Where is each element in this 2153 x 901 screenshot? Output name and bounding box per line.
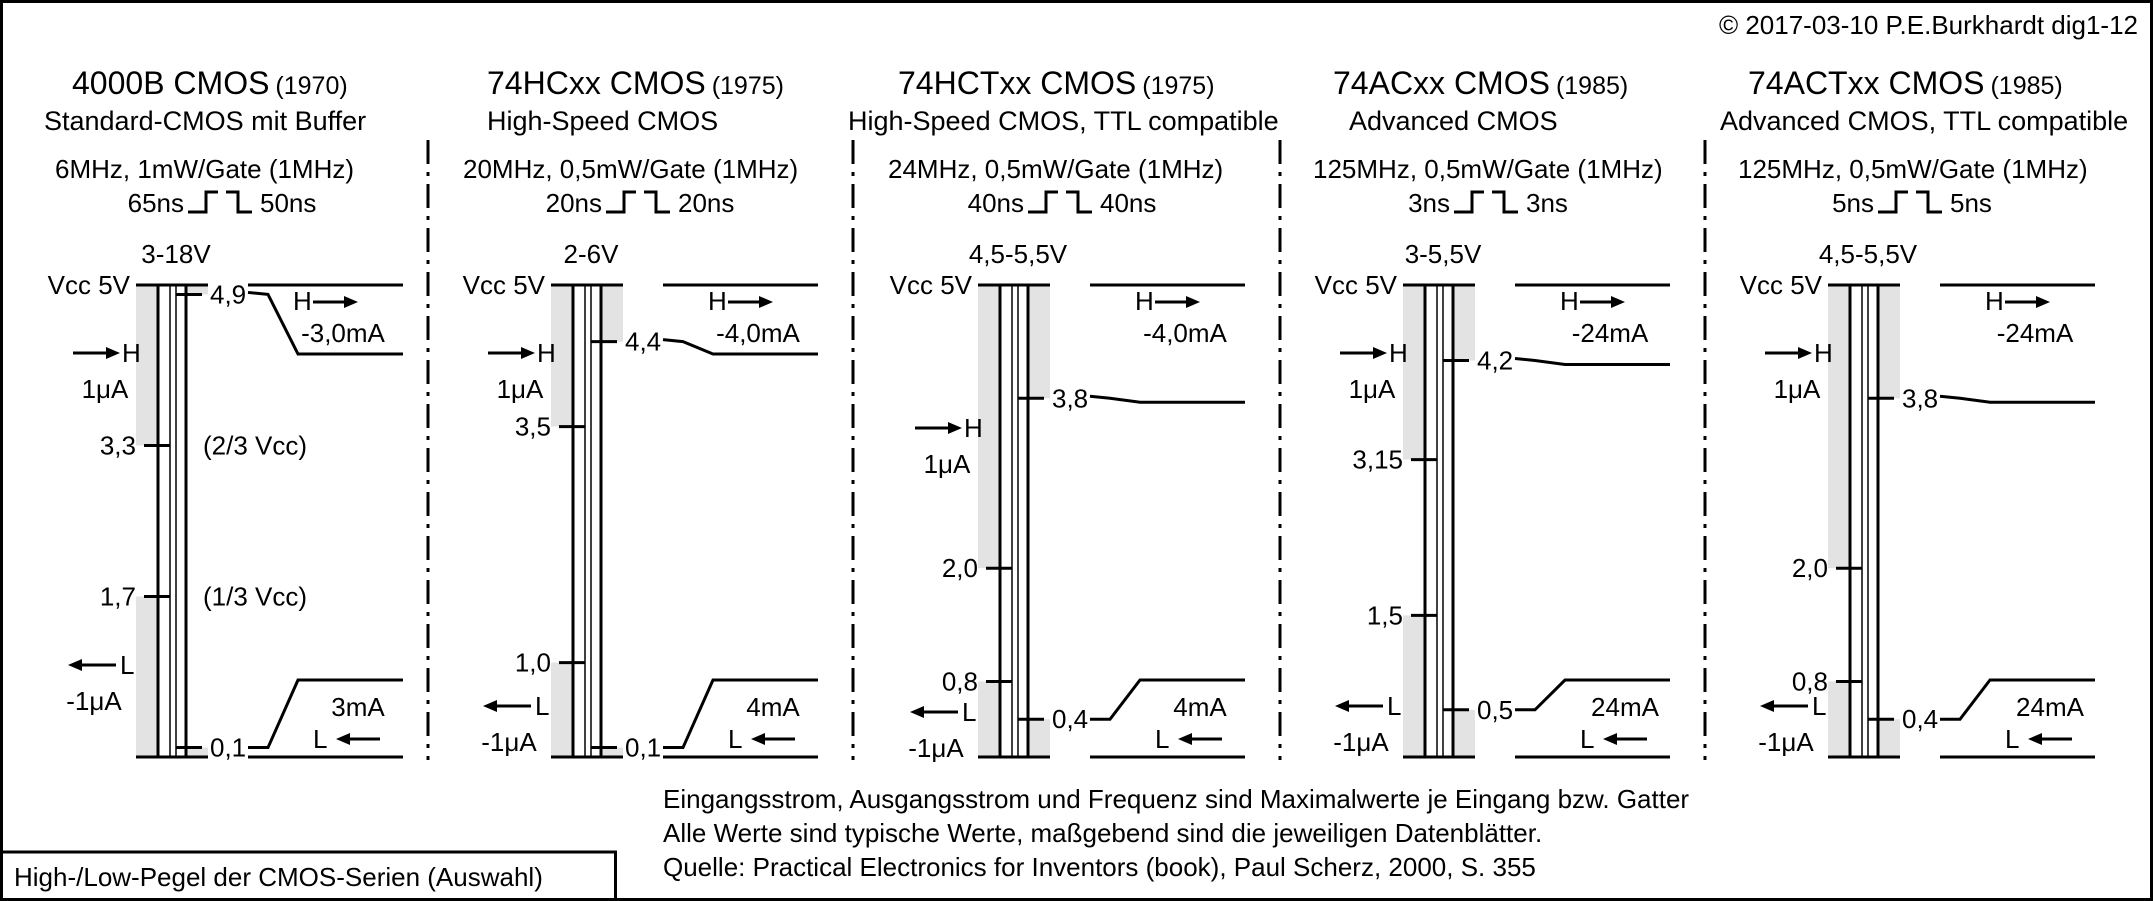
- family-subtitle: High-Speed CMOS, TTL compatible: [848, 106, 1279, 136]
- output-high-transition: [1940, 396, 2095, 402]
- family-spec: 6MHz, 1mW/Gate (1MHz): [55, 154, 355, 184]
- output-high-current: -24mA: [1571, 318, 1649, 348]
- input-level-value: 0,8: [1791, 666, 1828, 697]
- arrowhead-right-icon: [759, 296, 773, 308]
- arrowhead-left-icon: [910, 706, 924, 718]
- family-subtitle: Advanced CMOS: [1349, 106, 1558, 136]
- input-high-current: 1μA: [81, 374, 129, 404]
- arrowhead-left-icon: [1335, 700, 1349, 712]
- family-title: [1748, 65, 2063, 101]
- family-title: [487, 65, 784, 101]
- input-level-value: 3,15: [1352, 444, 1403, 475]
- output-low-current: 4mA: [1173, 692, 1227, 722]
- family-subtitle: Advanced CMOS, TTL compatible: [1720, 106, 2129, 136]
- family-title: [72, 65, 348, 101]
- output-level-value: 4,2: [1477, 345, 1514, 376]
- output-high-current: -4,0mA: [716, 318, 800, 348]
- output-high-letter: H: [293, 286, 312, 316]
- family-title: [898, 65, 1215, 101]
- note-2: Alle Werte sind typische Werte, maßgebend sind die jeweiligen Datenblätter.: [663, 818, 1543, 848]
- arrowhead-right-icon: [1611, 296, 1625, 308]
- family-year: (1970): [275, 72, 348, 100]
- output-high-letter: H: [1985, 286, 2004, 316]
- falling-edge-icon: [1916, 192, 1942, 212]
- supply-range: 4,5-5,5V: [1818, 239, 1918, 269]
- column-separators: [428, 140, 1705, 760]
- input-level-value: 1,7: [99, 581, 136, 612]
- fall-time: 40ns: [1100, 188, 1157, 218]
- input-level-note: (1/3 Vcc): [203, 581, 308, 612]
- input-level-note: (2/3 Vcc): [203, 430, 308, 461]
- input-low-band: [1403, 615, 1425, 757]
- input-high-letter: H: [964, 413, 983, 443]
- family-name: 74ACTxx CMOS: [1748, 65, 1985, 101]
- arrowhead-right-icon: [1373, 347, 1387, 359]
- input-high-band: [1828, 285, 1850, 568]
- input-level-value: 1,0: [514, 647, 551, 678]
- rising-edge-icon: [188, 192, 218, 212]
- output-high-letter: H: [708, 286, 727, 316]
- input-low-current: -1μA: [481, 727, 537, 757]
- supply-range: 2-6V: [563, 239, 619, 269]
- output-level-value: 0,4: [1902, 704, 1939, 735]
- rising-edge-icon: [1454, 192, 1484, 212]
- supply-range: 3-5,5V: [1404, 239, 1482, 269]
- arrowhead-left-icon: [1603, 733, 1617, 745]
- output-high-band: [601, 285, 623, 342]
- output-low-band: [1453, 710, 1475, 757]
- family-column: [1720, 65, 2128, 757]
- output-low-letter: L: [728, 724, 743, 754]
- output-low-letter: L: [1155, 724, 1170, 754]
- arrowhead-left-icon: [751, 733, 765, 745]
- level-bar-fill: [1425, 285, 1453, 757]
- arrowhead-right-icon: [1186, 296, 1200, 308]
- input-low-current: -1μA: [1333, 727, 1389, 757]
- arrowhead-right-icon: [1798, 347, 1812, 359]
- output-level-value: 3,8: [1902, 383, 1939, 414]
- output-low-current: 24mA: [2016, 692, 2084, 722]
- output-high-letter: H: [1135, 286, 1154, 316]
- falling-edge-icon: [1492, 192, 1518, 212]
- input-level-value: 2,0: [941, 553, 978, 584]
- vcc-label: Vcc 5V: [47, 270, 130, 300]
- output-level-value: 0,4: [1052, 704, 1089, 735]
- family-name: 74HCTxx CMOS: [898, 65, 1137, 101]
- arrowhead-right-icon: [106, 347, 120, 359]
- family-title: [1333, 65, 1628, 101]
- caption: High-/Low-Pegel der CMOS-Serien (Auswahl): [14, 862, 543, 892]
- output-level-value: 0,5: [1477, 694, 1514, 725]
- family-year: (1985): [1555, 72, 1629, 100]
- arrowhead-left-icon: [483, 700, 497, 712]
- fall-time: 5ns: [1950, 188, 1992, 218]
- family-column: [44, 65, 403, 763]
- arrowhead-right-icon: [521, 347, 535, 359]
- output-low-current: 24mA: [1591, 692, 1659, 722]
- output-high-current: -24mA: [1996, 318, 2074, 348]
- rise-time: 65ns: [127, 188, 184, 218]
- output-level-value: 4,9: [210, 279, 247, 310]
- output-low-band: [1878, 719, 1900, 757]
- rising-edge-icon: [1028, 192, 1058, 212]
- arrowhead-left-icon: [2028, 733, 2042, 745]
- input-low-letter: L: [962, 697, 977, 727]
- supply-range: 4,5-5,5V: [968, 239, 1068, 269]
- fall-time: 20ns: [678, 188, 735, 218]
- input-low-current: -1μA: [908, 733, 964, 763]
- vcc-label: Vcc 5V: [1739, 270, 1822, 300]
- input-low-current: -1μA: [1758, 727, 1814, 757]
- input-level-value: 2,0: [1791, 553, 1828, 584]
- rise-time: 40ns: [967, 188, 1024, 218]
- rising-edge-icon: [606, 192, 636, 212]
- output-low-band: [1028, 719, 1050, 757]
- falling-edge-icon: [644, 192, 670, 212]
- input-high-band: [1403, 285, 1425, 460]
- output-high-letter: H: [1560, 286, 1579, 316]
- input-low-band: [1828, 681, 1850, 757]
- rise-time: 20ns: [545, 188, 602, 218]
- arrowhead-left-icon: [68, 659, 82, 671]
- input-low-letter: L: [1812, 691, 1827, 721]
- arrowhead-right-icon: [948, 422, 962, 434]
- vcc-label: Vcc 5V: [1314, 270, 1397, 300]
- level-bar-fill: [1000, 285, 1028, 757]
- family-column: [1313, 65, 1670, 757]
- arrowhead-right-icon: [2036, 296, 2050, 308]
- output-low-letter: L: [313, 724, 328, 754]
- level-bar-fill: [1850, 285, 1878, 757]
- note-3: Quelle: Practical Electronics for Inventors (book), Paul Scherz, 2000, S. 355: [663, 852, 1536, 882]
- input-low-band: [551, 663, 573, 757]
- output-level-value: 3,8: [1052, 383, 1089, 414]
- input-high-current: 1μA: [496, 374, 544, 404]
- rising-edge-icon: [1878, 192, 1908, 212]
- input-level-value: 3,5: [514, 411, 551, 442]
- arrowhead-left-icon: [336, 733, 350, 745]
- family-column: [463, 65, 818, 763]
- family-subtitle: High-Speed CMOS: [487, 106, 719, 136]
- arrowhead-left-icon: [1178, 733, 1192, 745]
- output-level-value: 0,1: [625, 732, 662, 763]
- output-low-current: 4mA: [746, 692, 800, 722]
- input-high-letter: H: [122, 338, 141, 368]
- input-low-current: -1μA: [66, 686, 122, 716]
- family-year: (1985): [1990, 72, 2063, 100]
- rise-time: 3ns: [1408, 188, 1450, 218]
- family-spec: 24MHz, 0,5mW/Gate (1MHz): [888, 154, 1224, 184]
- input-low-letter: L: [1387, 691, 1402, 721]
- output-low-current: 3mA: [331, 692, 385, 722]
- output-low-letter: L: [2005, 724, 2020, 754]
- arrowhead-left-icon: [1760, 700, 1774, 712]
- family-spec: 125MHz, 0,5mW/Gate (1MHz): [1313, 154, 1663, 184]
- output-high-band: [1453, 285, 1475, 361]
- family-name: 74HCxx CMOS: [487, 65, 706, 101]
- vcc-label: Vcc 5V: [889, 270, 972, 300]
- copyright: © 2017-03-10 P.E.Burkhardt dig1-12: [1718, 10, 2138, 40]
- input-high-letter: H: [1389, 338, 1408, 368]
- input-high-letter: H: [1814, 338, 1833, 368]
- output-level-value: 0,1: [210, 732, 247, 763]
- family-columns: [44, 65, 2128, 763]
- output-high-band: [1878, 285, 1900, 398]
- input-high-current: 1μA: [1348, 374, 1396, 404]
- rise-time: 5ns: [1832, 188, 1874, 218]
- arrowhead-right-icon: [344, 296, 358, 308]
- family-spec: 20MHz, 0,5mW/Gate (1MHz): [463, 154, 799, 184]
- output-high-current: -3,0mA: [301, 318, 385, 348]
- output-high-current: -4,0mA: [1143, 318, 1227, 348]
- note-1: Eingangsstrom, Ausgangsstrom und Frequenz sind Maximalwerte je Eingang bzw. Gatter: [663, 784, 1690, 814]
- input-low-band: [978, 681, 1000, 757]
- family-year: (1975): [1142, 72, 1215, 100]
- fall-time: 3ns: [1526, 188, 1568, 218]
- level-bar-fill: [573, 285, 601, 757]
- input-high-letter: H: [537, 338, 556, 368]
- input-level-value: 1,5: [1366, 600, 1403, 631]
- output-high-transition: [1090, 396, 1245, 402]
- input-low-letter: L: [535, 691, 550, 721]
- family-name: 74ACxx CMOS: [1333, 65, 1550, 101]
- supply-range: 3-18V: [141, 239, 211, 269]
- family-column: [848, 65, 1279, 763]
- output-high-transition: [1515, 359, 1670, 365]
- family-subtitle: Standard-CMOS mit Buffer: [44, 106, 367, 136]
- input-high-current: 1μA: [1773, 374, 1821, 404]
- family-name: 4000B CMOS: [72, 65, 270, 101]
- output-level-value: 4,4: [625, 326, 662, 357]
- fall-time: 50ns: [260, 188, 317, 218]
- input-level-value: 0,8: [941, 666, 978, 697]
- input-high-current: 1μA: [923, 449, 971, 479]
- vcc-label: Vcc 5V: [462, 270, 545, 300]
- output-low-letter: L: [1580, 724, 1595, 754]
- falling-edge-icon: [226, 192, 252, 212]
- family-year: (1975): [711, 72, 784, 100]
- level-bar-fill: [158, 285, 186, 757]
- input-low-letter: L: [120, 650, 135, 680]
- input-low-band: [136, 597, 158, 757]
- input-level-value: 3,3: [99, 430, 136, 461]
- falling-edge-icon: [1066, 192, 1092, 212]
- output-high-band: [1028, 285, 1050, 398]
- family-spec: 125MHz, 0,5mW/Gate (1MHz): [1738, 154, 2088, 184]
